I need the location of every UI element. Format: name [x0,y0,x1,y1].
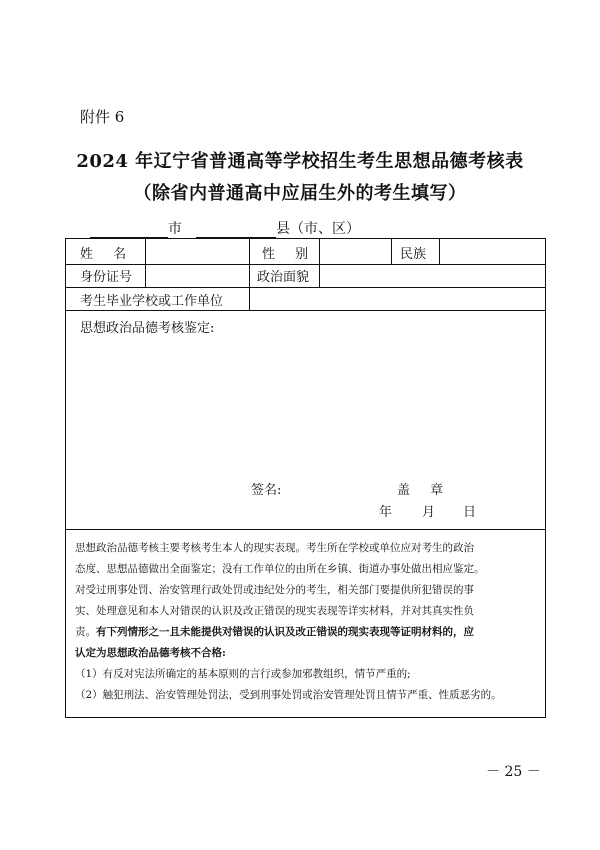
note-item: （2）触犯刑法、治安管理处罚法，受到刑事处罚或治安管理处罚且情节严重、性质恶劣的。 [75,689,502,701]
note-text: 责。 [75,626,96,638]
date-day-label: 日 [463,505,477,520]
political-status-label: 政治面貌 [257,270,310,285]
name-field[interactable] [146,240,248,263]
ethnicity-field[interactable] [440,240,545,263]
date-year-label: 年 [379,505,393,520]
note-line: 对受过刑事处罚、治安管理行政处罚或违纪处分的考生，相关部门要提供所犯错误的事 [75,584,474,596]
id-number-label: 身份证号 [80,270,133,285]
gender-label: 性 别 [262,247,317,262]
county-suffix: 县（市、区） [276,221,360,237]
assessment-form-table [65,238,546,718]
note-emphasis: 认定为思想政治品德考核不合格: [75,647,226,659]
assessment-label: 思想政治品德考核鉴定: [80,321,215,336]
form-subtitle: （除省内普通高中应届生外的考生填写） [133,183,467,204]
signature-label: 签名: [251,483,282,498]
gender-field[interactable] [320,240,390,263]
row-divider [66,310,545,311]
attachment-label: 附件 6 [80,108,125,126]
name-label: 姓 名 [80,247,135,262]
political-status-field[interactable] [320,265,545,286]
county-blank[interactable] [196,223,276,238]
date-month-label: 月 [422,505,436,520]
ethnicity-label: 民族 [400,247,427,262]
page-number: － 25 － [486,764,541,780]
school-or-employer-label: 考生毕业学校或工作单位 [80,294,224,309]
school-or-employer-field[interactable] [250,288,545,309]
region-line [90,218,360,238]
seal-label: 盖 章 [397,483,452,498]
city-suffix: 市 [168,221,182,237]
note-item: （1）有反对宪法所确定的基本原则的言行或参加邪教组织，情节严重的; [75,668,411,680]
note-line: 思想政治品德考核主要考核考生本人的现实表现。考生所在学校或单位应对考生的政治 [75,542,474,554]
note-line: 态度、思想品德做出全面鉴定；没有工作单位的由所在乡镇、街道办事处做出相应鉴定。 [75,563,485,575]
id-number-field[interactable] [146,265,248,286]
note-line [75,622,539,643]
city-blank[interactable] [90,223,168,238]
note-emphasis: 有下列情形之一且未能提供对错误的认识及改正错误的现实表现等证明材料的，应 [96,626,474,638]
col-divider [391,239,392,264]
form-title: 2024 年辽宁省普通高等学校招生考生思想品德考核表 [76,151,524,172]
note-line: 实、处理意见和本人对错误的认识及改正错误的现实表现等详实材料，并对其真实性负 [75,605,474,617]
row-divider [66,529,545,530]
note-line [75,643,539,664]
